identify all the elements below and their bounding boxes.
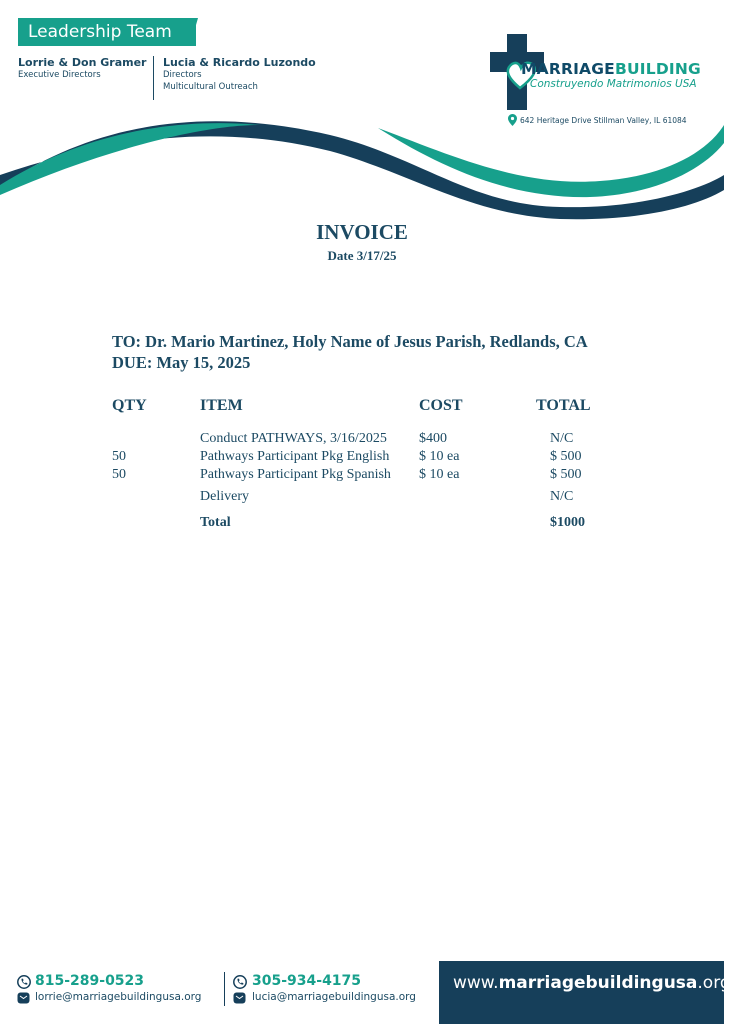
column-header-cost: COST: [419, 397, 463, 414]
column-header-item: ITEM: [200, 397, 243, 414]
email-icon: [233, 992, 246, 1004]
leader-role: Directors: [163, 70, 202, 80]
phone-icon: [17, 975, 31, 989]
leader-role-2: Multicultural Outreach: [163, 82, 258, 92]
email-1[interactable]: lorrie@marriagebuildingusa.org: [35, 991, 202, 1003]
column-header-qty: QTY: [112, 397, 147, 414]
row-item: Pathways Participant Pkg Spanish: [200, 467, 391, 482]
brand-name: [521, 60, 701, 78]
phone-1[interactable]: 815-289-0523: [35, 973, 145, 989]
row-qty: 50: [112, 467, 126, 482]
invoice-date: Date 3/17/25: [327, 248, 397, 263]
email-icon: [17, 992, 30, 1004]
recipient-block: [112, 331, 588, 373]
web-main: marriagebuildingusa: [498, 973, 698, 993]
total-label: Total: [200, 515, 231, 530]
total-value: $1000: [550, 515, 585, 530]
email-2[interactable]: lucia@marriagebuildingusa.org: [252, 991, 416, 1003]
brand-part-2: BUILDING: [614, 60, 701, 78]
recipient-line: TO: Dr. Mario Martinez, Holy Name of Jesus Parish, Redlands, CA: [112, 332, 588, 351]
row-cost: $ 10 ea: [419, 467, 460, 482]
row-cost: $ 10 ea: [419, 449, 460, 464]
leadership-team-badge: Leadership Team: [18, 18, 196, 46]
phone-2[interactable]: 305-934-4175: [252, 973, 362, 989]
brand-tagline: Construyendo Matrimonios USA: [530, 78, 697, 90]
row-total: $ 500: [550, 467, 582, 482]
row-qty: 50: [112, 449, 126, 464]
leader-luzondo: [163, 56, 316, 93]
website-banner[interactable]: [439, 961, 731, 1024]
row-cost: $400: [419, 431, 447, 446]
badge-tail: [190, 18, 198, 46]
brand-part-1: MARRIAGE: [521, 60, 615, 78]
row-total: $ 500: [550, 449, 582, 464]
web-suffix: .org: [697, 973, 731, 993]
row-total: N/C: [550, 431, 574, 446]
invoice-title: INVOICE: [316, 220, 408, 244]
column-header-total: TOTAL: [536, 397, 591, 414]
row-item: Conduct PATHWAYS, 3/16/2025: [200, 431, 387, 446]
leader-role: Executive Directors: [18, 70, 101, 80]
phone-icon: [233, 975, 247, 989]
footer-divider: [224, 972, 225, 1006]
row-total: N/C: [550, 489, 574, 504]
leader-name: Lorrie & Don Gramer: [18, 56, 147, 69]
row-item: Delivery: [200, 489, 249, 504]
leader-divider: [153, 56, 154, 100]
web-prefix: www.: [453, 973, 499, 993]
row-item: Pathways Participant Pkg English: [200, 449, 390, 464]
leader-name: Lucia & Ricardo Luzondo: [163, 56, 316, 69]
leader-gramer: [18, 56, 146, 81]
header-waves: [0, 95, 724, 225]
address: 642 Heritage Drive Stillman Valley, IL 61084: [520, 116, 687, 125]
due-date: DUE: May 15, 2025: [112, 353, 251, 372]
